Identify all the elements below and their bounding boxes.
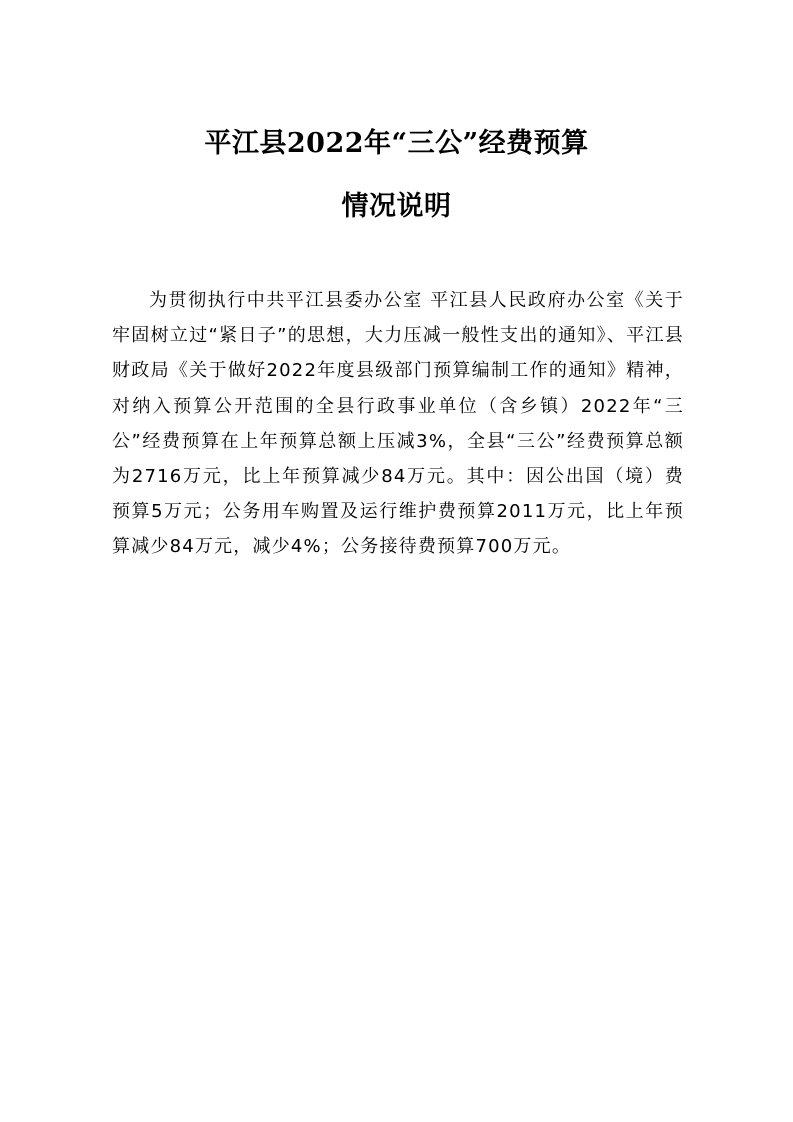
body-paragraph: 为贯彻执行中共平江县委办公室 平江县人民政府办公室《关于牢固树立过“紧日子”的思想，大力压减一般性支出的通知》、平江县财政局《关于做好2022年度县级部门预算编制工作的通知》精神，对纳入预算公开范围的全县行政事业单位（含乡镇）2022年“三公”经费预算在上年预算总额上压减3%，全县“三公”经费预算总额为2716万元，比上年预算减少84万元。其中：因公出国（境）费预算5万元；公务用车购置及运行维护费预算2011万元，比上年预算减少84万元，减少4%；公务接待费预算700万元。 [112,290,684,558]
document-subtitle: 情况说明 [341,191,452,222]
document-title: 平江县2022年“三公”经费预算 [204,128,589,159]
